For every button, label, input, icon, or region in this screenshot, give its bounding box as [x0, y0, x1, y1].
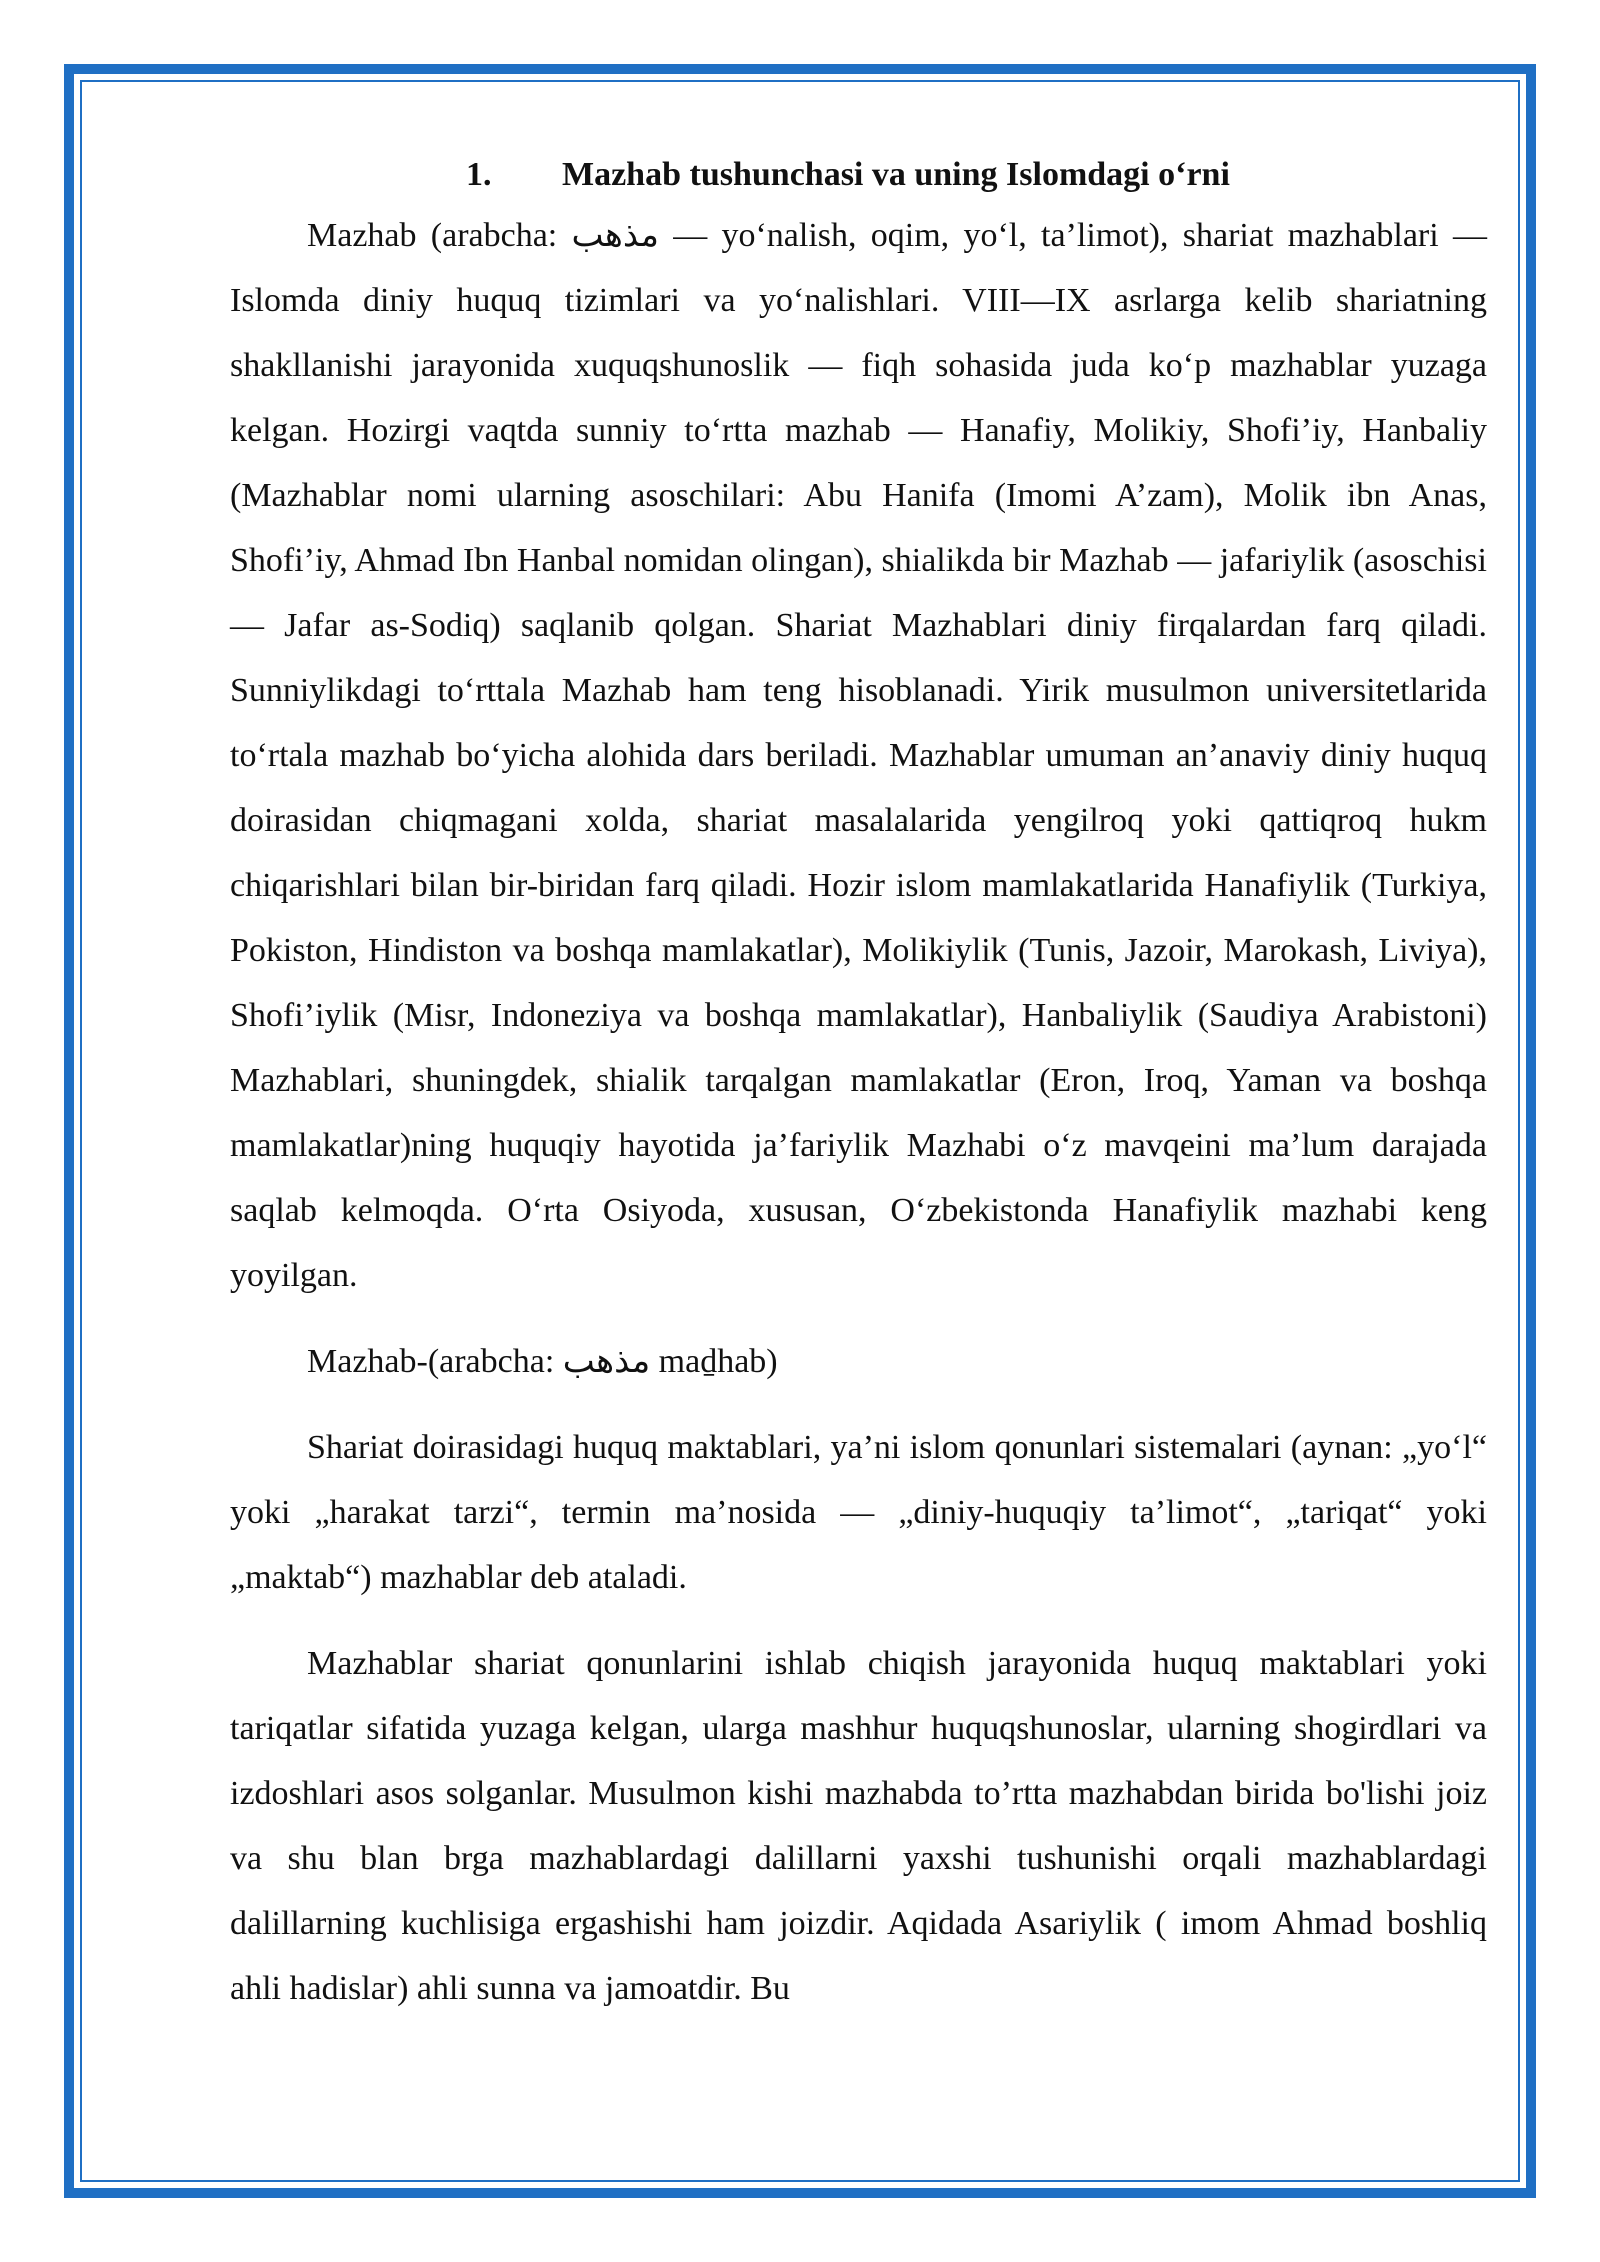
section-heading: [230, 150, 1487, 200]
paragraph-definition: Mazhab (arabcha: مذهب — yo‘nalish, oqim, yo‘l, ta’limot), shariat mazhablari — Islomda diniy huquq tizimlari va yo‘nalishlari. VIII—IX asrlarga kelib shariatning shakllanishi jarayonida xuquqshunoslik — fiqh sohasida juda ko‘p mazhablar yuzaga kelgan. Hozirgi vaqtda sunniy to‘rtta mazhab — Hanafiy, Molikiy, Shofi’iy, Hanbaliy (Mazhablar nomi ularning asoschilari: Abu Hanifa (Imomi A’zam), Molik ibn Anas, Shofi’iy, Ahmad Ibn Hanbal nomidan olingan), shialikda bir Mazhab — jafariylik (asoschisi — Jafar as-Sodiq) saqlanib qolgan. Shariat Mazhablari diniy firqalardan farq qiladi. Sunniylikdagi to‘rttala Mazhab ham teng hisoblanadi. Yirik musulmon universitetlarida to‘rtala mazhab bo‘yicha alohida dars beriladi. Mazhablar umuman an’anaviy diniy huquq doirasidan chiqmagani xolda, shariat masalalarida yengilroq yoki qattiqroq hukm chiqarishlari bilan bir-biridan farq qiladi. Hozir islom mamlakatlarida Hanafiylik (Turkiya, Pokiston, Hindiston va boshqa mamlakatlar), Molikiylik (Tunis, Jazoir, Marokash, Liviya), Shofi’iylik (Misr, Indoneziya va boshqa mamlakatlar), Hanbaliylik (Saudiya Arabistoni) Mazhablari, shuningdek, shialik tarqalgan mamlakatlar (Eron, Iroq, Yaman va boshqa mamlakatlar)ning huquqiy hayotida ja’fariylik Mazhabi o‘z mavqeini ma’lum darajada saqlab kelmoqda. O‘rta Osiyoda, xususan, O‘zbekistonda Hanafiylik mazhabi keng yoyilgan.: [230, 217, 1487, 1294]
section-number: 1.: [466, 156, 492, 193]
paragraph-origins: Mazhablar shariat qonunlarini ishlab chiqish jarayonida huquq maktablari yoki tariqatlar sifatida yuzaga kelgan, ularga mashhur huquqshunoslar, ularning shogirdlari va izdoshlari asos solganlar. Musulmon kishi mazhabda to’rtta mazhabdan birida bo'lishi joiz va shu blan brga mazhablardagi dalillarni yaxshi tushunishi orqali mazhablardagi dalillarning kuchlisiga ergashishi ham joizdir. Aqidada Asariylik ( imom Ahmad boshliq ahli hadislar) ahli sunna va jamoatdir. Bu: [230, 1645, 1487, 2007]
section-title: Mazhab tushunchasi va uning Islomdagi o‘rni: [562, 156, 1230, 193]
paragraph-legal-schools: Shariat doirasidagi huquq maktablari, ya’ni islom qonunlari sistemalari (aynan: „yo‘l“ yoki „harakat tarzi“, termin ma’nosida — „diniy-huquqiy ta’limot“, „tariqat“ yoki „maktab“) mazhablar deb ataladi.: [230, 1429, 1487, 1596]
paragraph-etymology: Mazhab-(arabcha: مذهب maḏhab): [307, 1343, 778, 1380]
document-body: [230, 150, 1487, 2021]
